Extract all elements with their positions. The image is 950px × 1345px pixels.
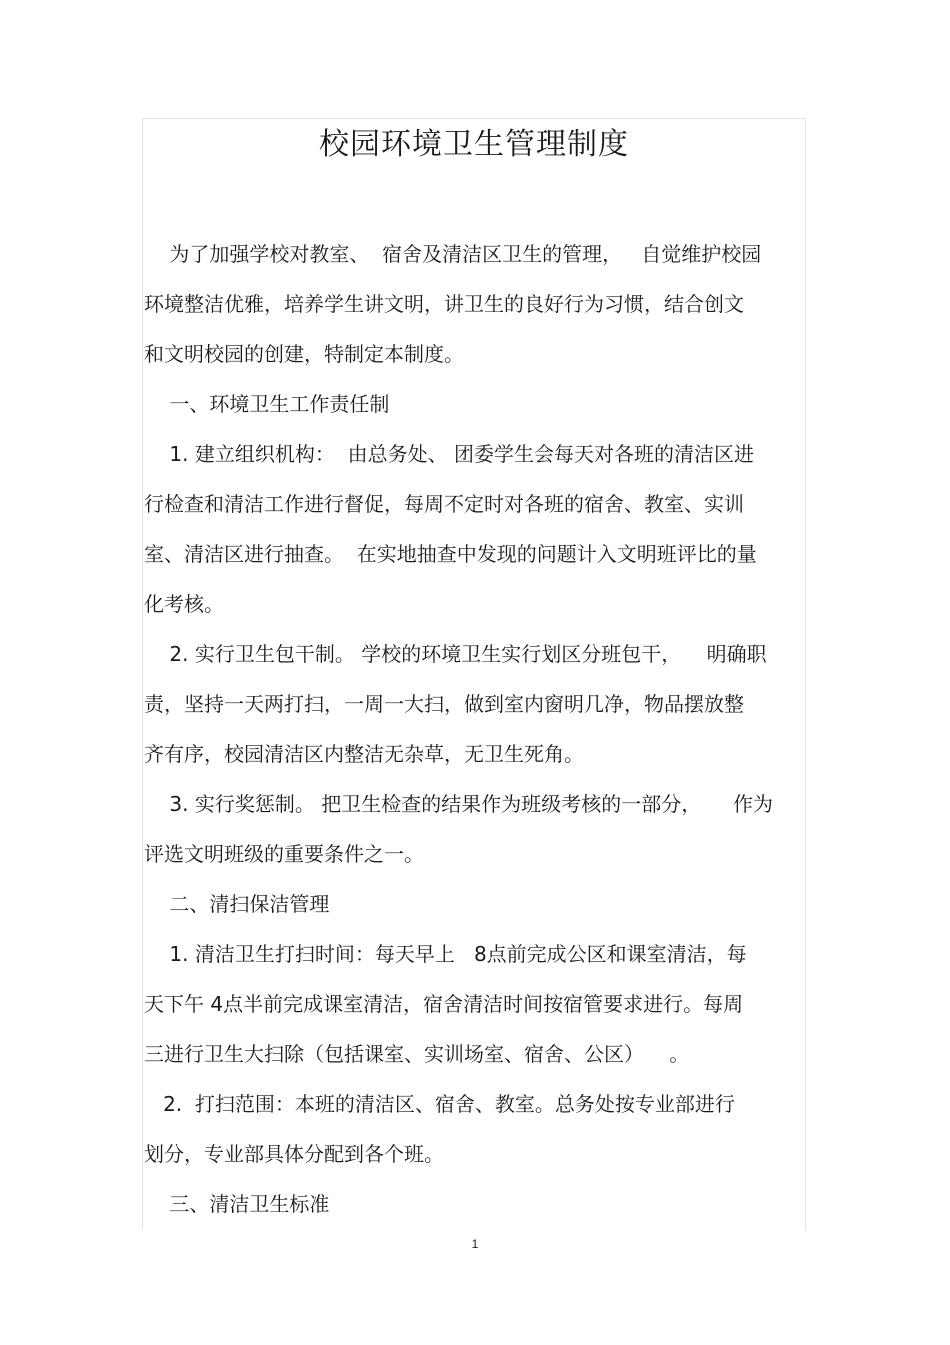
paragraph-line: 责，坚持一天两打扫，一周一大扫，做到室内窗明几净，物品摆放整 bbox=[144, 692, 744, 716]
document-title: 校园环境卫生管理制度 bbox=[319, 127, 629, 162]
paragraph-line: 和文明校园的创建，特制定本制度。 bbox=[144, 342, 464, 366]
paragraph-line: 环境整洁优雅，培养学生讲文明，讲卫生的良好行为习惯，结合创文 bbox=[144, 292, 744, 316]
paragraph-line: 齐有序，校园清洁区内整洁无杂草，无卫生死角。 bbox=[144, 742, 584, 766]
paragraph-line: 评选文明班级的重要条件之一。 bbox=[144, 842, 424, 866]
paragraph-line: 3. 实行奖惩制。 把卫生检查的结果作为班级考核的一部分， 作为 bbox=[144, 792, 774, 816]
section-heading: 一、环境卫生工作责任制 bbox=[144, 392, 390, 416]
paragraph-line: 室、清洁区进行抽查。 在实地抽查中发现的问题计入文明班评比的量 bbox=[144, 542, 757, 566]
page-number: 1 bbox=[471, 1237, 479, 1251]
paragraph-line: 划分，专业部具体分配到各个班。 bbox=[144, 1142, 444, 1166]
section-heading: 三、清洁卫生标准 bbox=[144, 1192, 330, 1216]
section-heading: 二、清扫保洁管理 bbox=[144, 892, 330, 916]
paragraph-line: 2. 实行卫生包干制。 学校的环境卫生实行划区分班包干， 明确职 bbox=[144, 642, 767, 666]
paragraph-line: 天下午 4点半前完成课室清洁，宿舍清洁时间按宿管要求进行。每周 bbox=[144, 992, 744, 1016]
paragraph-line: 1. 建立组织机构： 由总务处、 团委学生会每天对各班的清洁区进 bbox=[144, 442, 754, 466]
paragraph-line: 1. 清洁卫生打扫时间：每天早上 8点前完成公区和课室清洁，每 bbox=[144, 942, 747, 966]
paragraph-line: 三进行卫生大扫除（包括课室、实训场室、宿舍、公区） 。 bbox=[144, 1042, 690, 1066]
paragraph-line: 化考核。 bbox=[144, 592, 224, 616]
paragraph-line: 为了加强学校对教室、 宿舍及清洁区卫生的管理， 自觉维护校园 bbox=[144, 242, 762, 266]
paragraph-line: 行检查和清洁工作进行督促，每周不定时对各班的宿舍、教室、实训 bbox=[144, 492, 744, 516]
paragraph-line: 2. 打扫范围：本班的清洁区、宿舍、教室。总务处按专业部进行 bbox=[144, 1092, 735, 1116]
